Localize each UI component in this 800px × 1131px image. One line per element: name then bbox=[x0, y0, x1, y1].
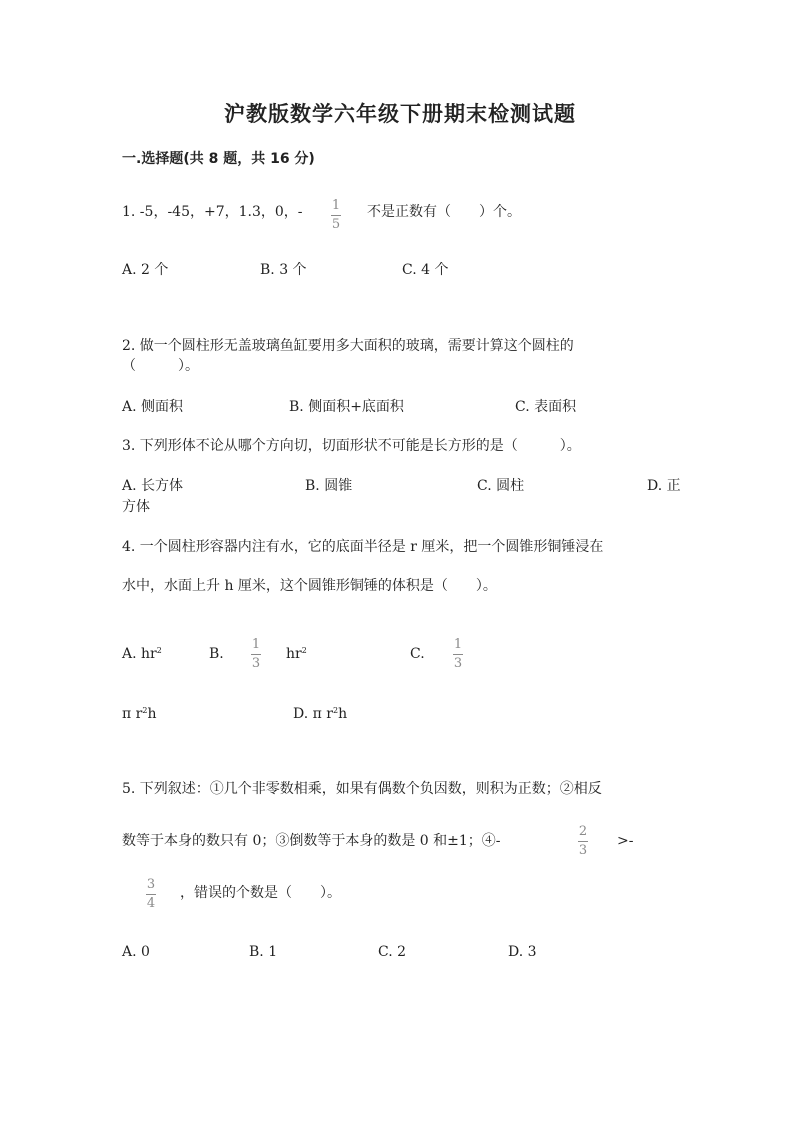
q1-stem-start: 1. -5，-45，+7，1.3，0，- bbox=[122, 204, 303, 220]
q1-option-a: A. 2 个 bbox=[122, 262, 169, 278]
q1-frac-denominator: 5 bbox=[331, 217, 341, 232]
q4-option-b-label: B. bbox=[209, 646, 224, 662]
q1-option-c: C. 4 个 bbox=[402, 262, 449, 278]
q5-stem-line3: ，错误的个数是（ ）。 bbox=[180, 885, 341, 901]
q3-stem: 3. 下列形体不论从哪个方向切，切面形状不可能是长方形的是（ ）。 bbox=[122, 438, 581, 454]
q4-option-a bbox=[122, 644, 162, 666]
q5-frac2-denominator: 4 bbox=[146, 896, 156, 911]
q5-frac2-numerator: 3 bbox=[146, 877, 156, 892]
q3-option-c: C. 圆柱 bbox=[477, 478, 525, 494]
q2-option-a: A. 侧面积 bbox=[122, 399, 184, 415]
q4-option-b-fraction bbox=[249, 638, 263, 671]
q2-stem-line2: （ ）。 bbox=[122, 358, 199, 374]
q5-greater-than: >- bbox=[617, 833, 634, 849]
q5-stem-line1: 5. 下列叙述：①几个非零数相乘，如果有偶数个负因数，则积为正数；②相反 bbox=[122, 781, 602, 797]
q4-option-d-text: D. π r bbox=[293, 706, 333, 722]
q4-c-frac-numerator: 1 bbox=[453, 637, 463, 652]
q3-option-d: D. 正 bbox=[647, 478, 681, 494]
q4-option-b-text: hr bbox=[286, 646, 302, 662]
q4-option-c-fraction bbox=[451, 638, 465, 671]
q5-option-a: A. 0 bbox=[122, 944, 150, 960]
q4-option-c-exponent: 2 bbox=[142, 706, 148, 715]
q4-option-c-wrap-tail: h bbox=[147, 706, 157, 722]
q4-option-d bbox=[293, 704, 347, 726]
q4-option-a-exponent: 2 bbox=[156, 646, 162, 655]
q2-stem-line1: 2. 做一个圆柱形无盖玻璃鱼缸要用多大面积的玻璃，需要计算这个圆柱的 bbox=[122, 338, 574, 354]
q3-option-a: A. 长方体 bbox=[122, 478, 184, 494]
q4-b-frac-numerator: 1 bbox=[251, 637, 261, 652]
q4-stem-line2: 水中，水面上升 h 厘米，这个圆锥形铜锤的体积是（ ）。 bbox=[122, 578, 497, 594]
q1-frac-numerator: 1 bbox=[331, 198, 341, 213]
q2-option-c: C. 表面积 bbox=[515, 399, 577, 415]
q5-fraction-1 bbox=[576, 825, 590, 858]
q4-stem-line1: 4. 一个圆柱形容器内注有水，它的底面半径是 r 厘米，把一个圆锥形铜锤浸在 bbox=[122, 539, 604, 555]
q5-frac1-denominator: 3 bbox=[578, 843, 588, 858]
q4-option-b-exponent: 2 bbox=[301, 646, 307, 655]
q2-option-b: B. 侧面积+底面积 bbox=[289, 399, 404, 415]
q5-option-d: D. 3 bbox=[508, 944, 537, 960]
q4-option-c-wrap-text: π r bbox=[122, 706, 143, 722]
q1-stem-end: 不是正数有（ ）个。 bbox=[367, 204, 521, 220]
q4-option-c-wrap bbox=[122, 704, 156, 726]
q1-fraction bbox=[329, 199, 343, 232]
q3-option-b: B. 圆锥 bbox=[305, 478, 353, 494]
q5-fraction-2 bbox=[144, 878, 158, 911]
q1-option-b: B. 3 个 bbox=[260, 262, 307, 278]
q4-option-d-exponent: 2 bbox=[332, 706, 339, 715]
q4-option-c-label: C. bbox=[410, 646, 425, 662]
q5-frac1-numerator: 2 bbox=[578, 824, 588, 839]
q3-option-d-wrap: 方体 bbox=[122, 499, 150, 515]
q4-option-a-text: A. hr bbox=[122, 646, 157, 662]
q5-stem-line2: 数等于本身的数只有 0；③倒数等于本身的数是 0 和±1；④- bbox=[122, 833, 501, 849]
q5-option-b: B. 1 bbox=[249, 944, 278, 960]
q4-b-frac-denominator: 3 bbox=[251, 656, 261, 671]
page-title: 沪教版数学六年级下册期末检测试题 bbox=[224, 102, 576, 126]
q4-option-b-tail bbox=[286, 644, 307, 666]
q4-option-d-tail: h bbox=[338, 706, 348, 722]
section-heading: 一.选择题(共 8 题，共 16 分) bbox=[122, 151, 315, 167]
q4-c-frac-denominator: 3 bbox=[453, 656, 463, 671]
q5-option-c: C. 2 bbox=[378, 944, 407, 960]
